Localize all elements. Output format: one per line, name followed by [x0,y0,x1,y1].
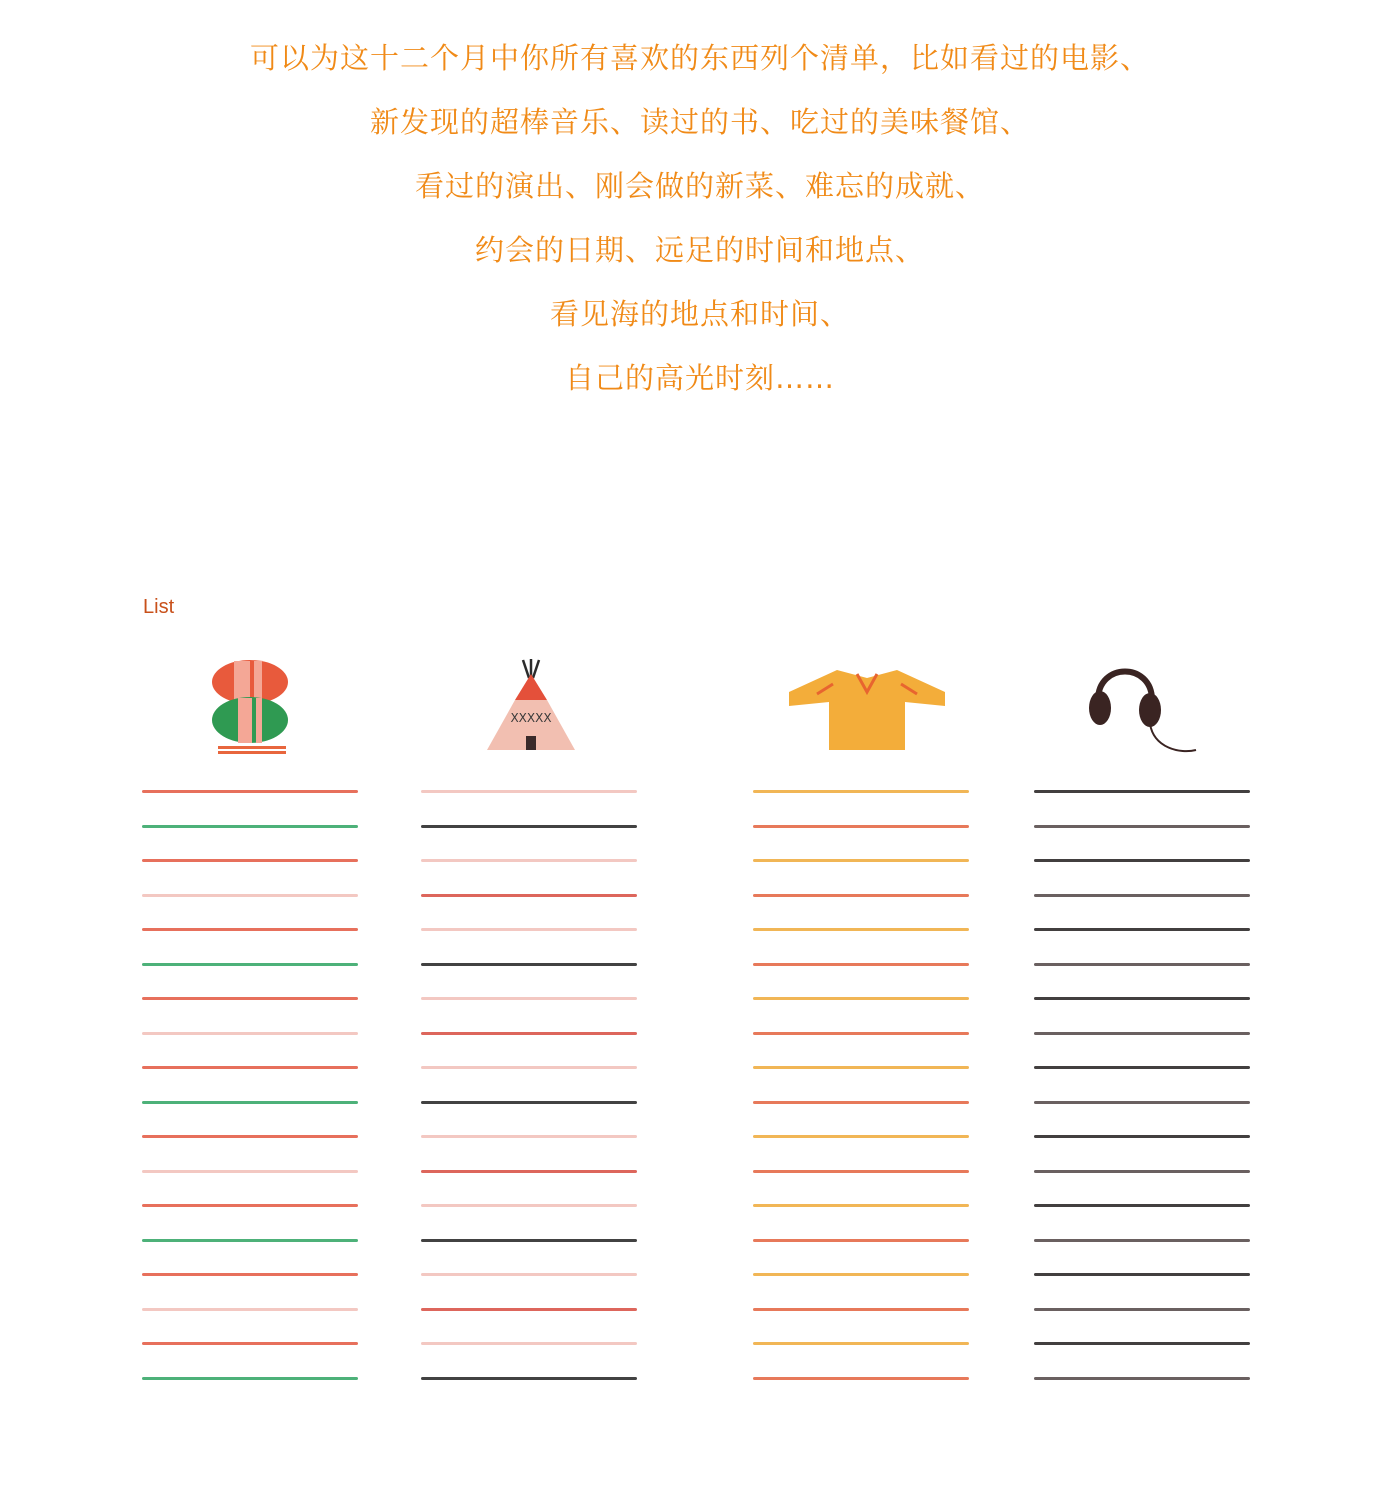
ruled-line [421,1273,637,1276]
ruled-line [421,1032,637,1035]
ruled-line [753,1032,969,1035]
list-label: List [143,596,175,618]
ruled-line [421,928,637,931]
ruled-line [1034,859,1250,862]
ruled-line [753,1101,969,1104]
ruled-line [142,1135,358,1138]
ruled-line [142,1204,358,1207]
intro-line: 新发现的超棒音乐、读过的书、吃过的美味餐馆、 [369,105,1030,139]
ruled-line [421,825,637,828]
ruled-line [1034,1308,1250,1311]
ruled-line [1034,1273,1250,1276]
ruled-line [142,1342,358,1345]
yarn-balls-icon [208,656,298,758]
ruled-line [421,1170,637,1173]
ruled-line [1034,1377,1250,1380]
ruled-line [1034,1204,1250,1207]
ruled-line [753,790,969,793]
ruled-line [421,1377,637,1380]
ruled-line [421,894,637,897]
intro-text [0,30,1400,414]
ruled-line [1034,963,1250,966]
ruled-line [142,1308,358,1311]
ruled-line [753,1342,969,1345]
ruled-line [753,1170,969,1173]
ruled-line [421,1066,637,1069]
ruled-line [142,859,358,862]
ruled-line [142,1066,358,1069]
ruled-line [753,1273,969,1276]
ruled-line [142,790,358,793]
intro-line: 看过的演出、刚会做的新菜、难忘的成就、 [414,169,985,203]
headphones-icon [1084,658,1204,772]
intro-line: 看见海的地点和时间、 [549,297,850,331]
ruled-line [142,928,358,931]
ruled-line [142,1101,358,1104]
ruled-line [142,1377,358,1380]
ruled-line [142,825,358,828]
ruled-line [753,1377,969,1380]
ruled-line [753,894,969,897]
ruled-line [142,1273,358,1276]
intro-line: 可以为这十二个月中你所有喜欢的东西列个清单，比如看过的电影、 [249,41,1150,75]
ruled-line [1034,1066,1250,1069]
ruled-line [1034,1342,1250,1345]
ruled-line [753,1239,969,1242]
ruled-line [1034,1135,1250,1138]
ruled-line [421,790,637,793]
ruled-line [753,928,969,931]
ruled-line [142,997,358,1000]
ruled-line [421,963,637,966]
ruled-line [1034,1170,1250,1173]
ruled-line [1034,928,1250,931]
ruled-line [1034,1032,1250,1035]
ruled-line [753,997,969,1000]
svg-text:XXXXX: XXXXX [510,711,552,725]
ruled-line [1034,790,1250,793]
ruled-line [421,1204,637,1207]
ruled-line [753,859,969,862]
sweater-icon [787,662,947,756]
intro-line: 自己的高光时刻…… [564,361,835,395]
ruled-line [1034,997,1250,1000]
ruled-line [142,894,358,897]
ruled-line [1034,894,1250,897]
ruled-line [421,1135,637,1138]
ruled-line [753,825,969,828]
ruled-line [142,1239,358,1242]
ruled-line [142,1032,358,1035]
tipi-tent-icon [483,656,579,756]
ruled-line [1034,1101,1250,1104]
ruled-line [421,997,637,1000]
ruled-line [753,1204,969,1207]
ruled-line [421,1101,637,1104]
ruled-line [421,1308,637,1311]
ruled-line [421,1239,637,1242]
ruled-line [142,963,358,966]
ruled-line [1034,1239,1250,1242]
ruled-line [1034,825,1250,828]
ruled-line [421,859,637,862]
ruled-line [142,1170,358,1173]
ruled-line [753,963,969,966]
ruled-line [421,1342,637,1345]
ruled-line [753,1308,969,1311]
ruled-line [753,1066,969,1069]
intro-line: 约会的日期、远足的时间和地点、 [474,233,925,267]
ruled-line [753,1135,969,1138]
